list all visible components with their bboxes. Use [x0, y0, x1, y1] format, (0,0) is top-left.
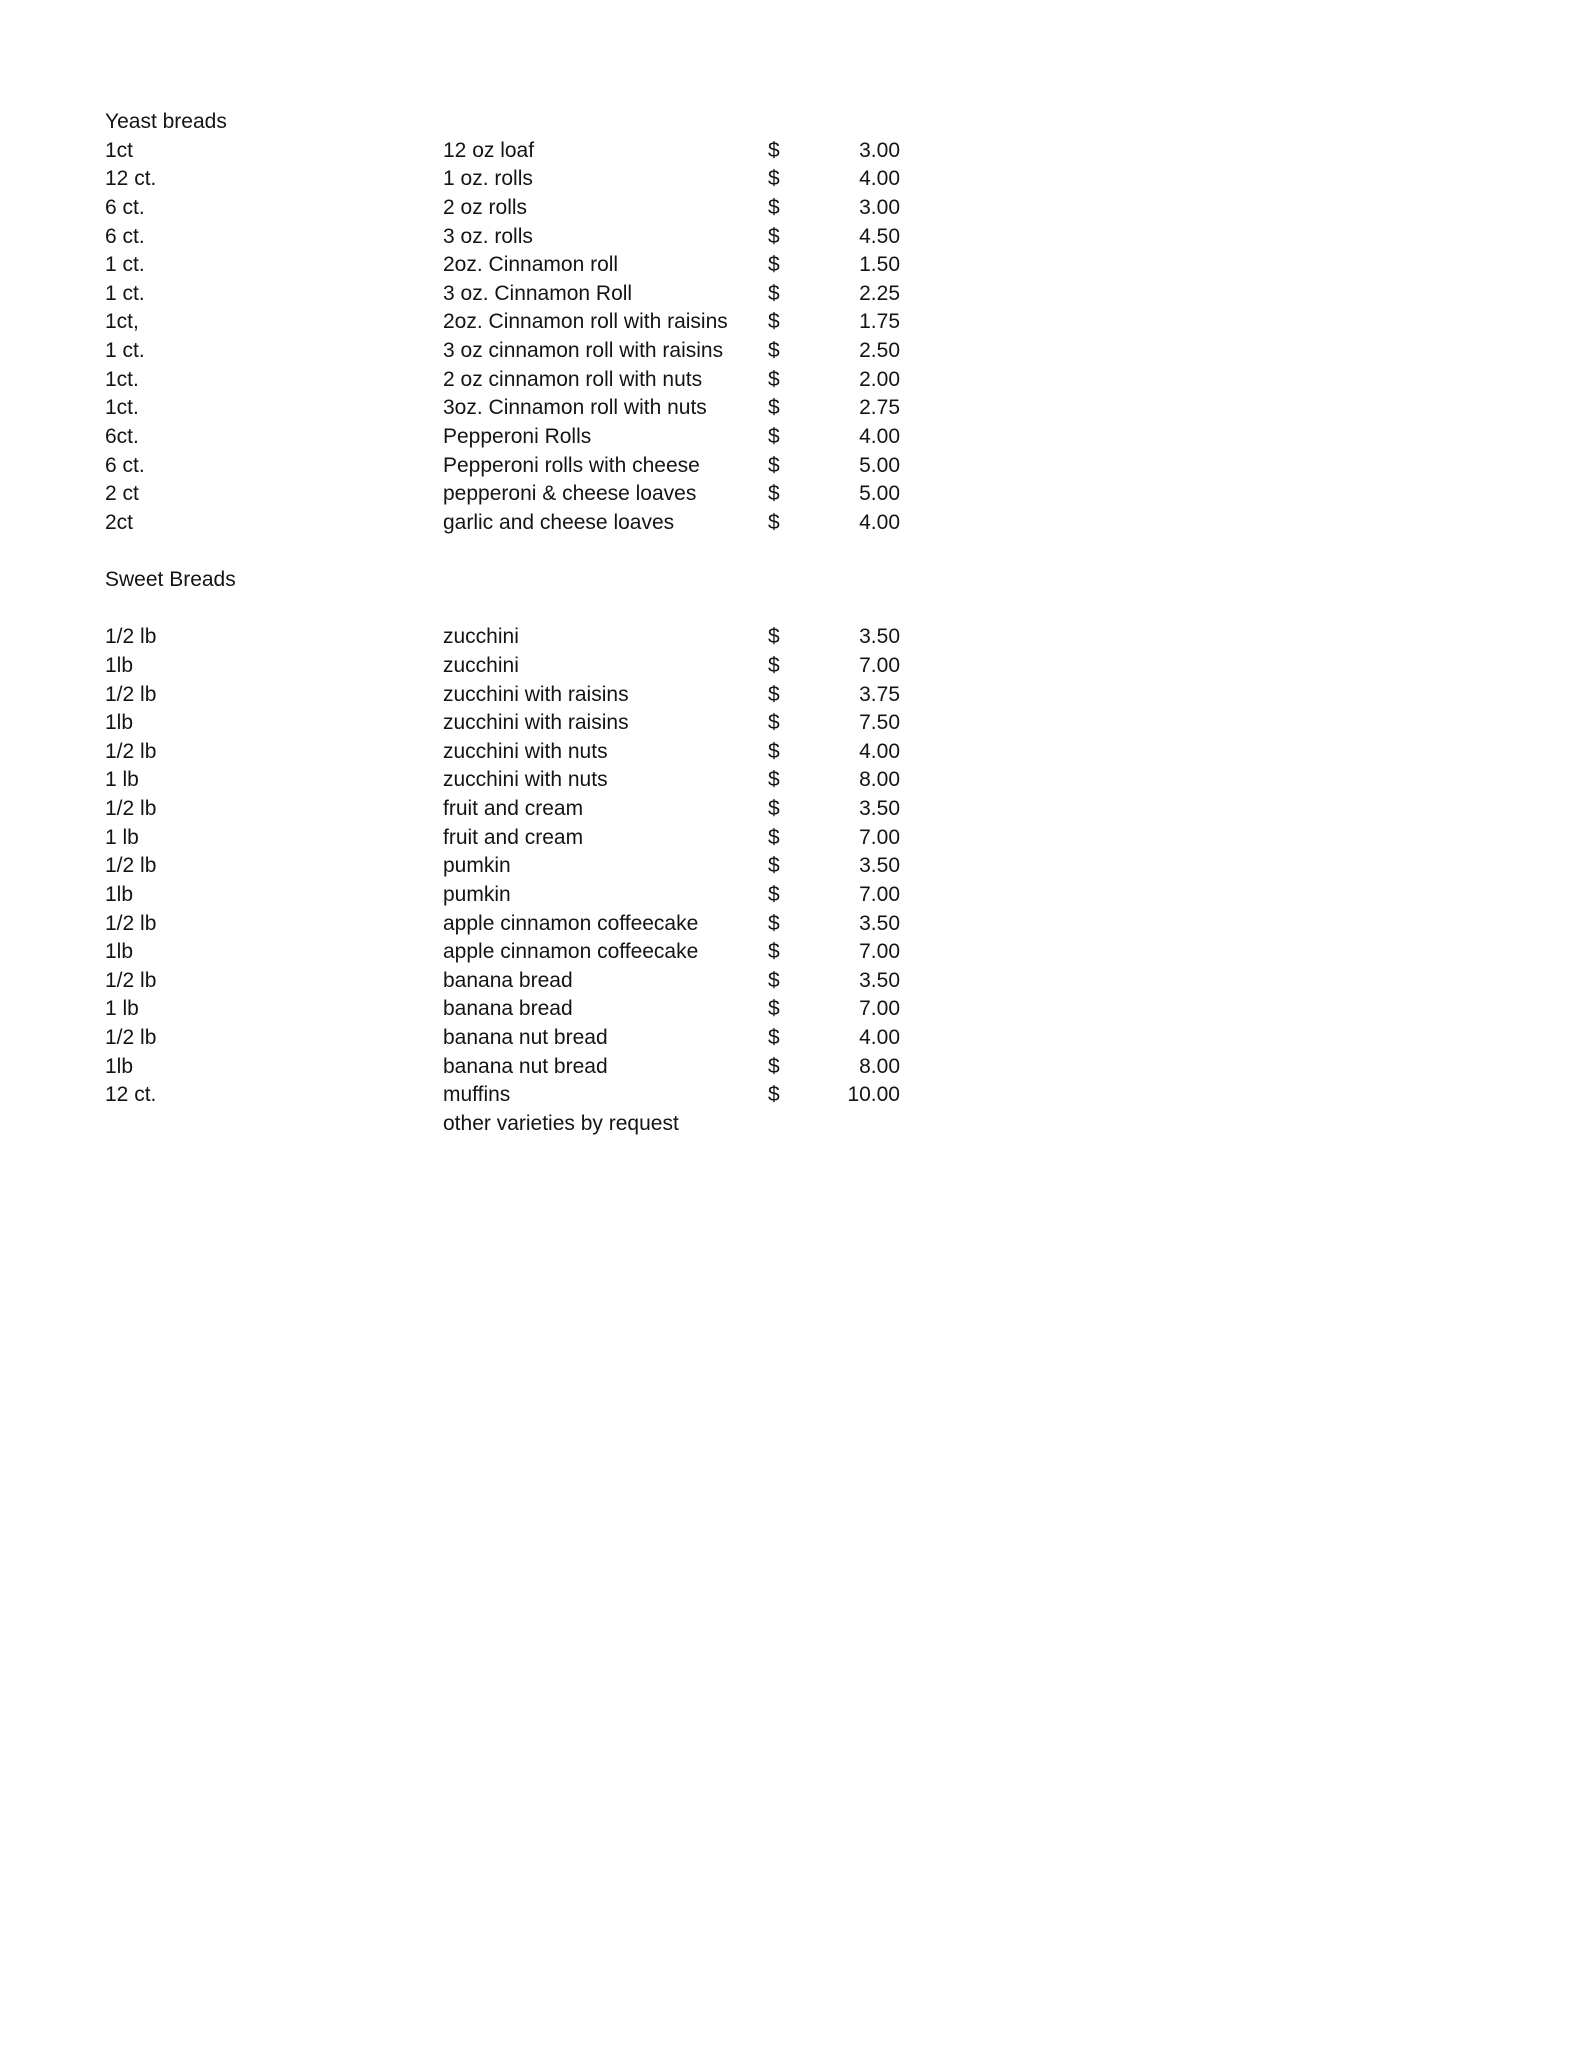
- price-cell: [813, 1110, 900, 1139]
- qty-cell: 1 ct.: [105, 281, 145, 305]
- currency-cell: $: [768, 482, 780, 506]
- qty-cell: 6 ct.: [105, 453, 145, 477]
- price-cell: 3.00: [859, 195, 900, 219]
- price-cell: 5.00: [859, 482, 900, 506]
- price-cell: 3.50: [859, 911, 900, 935]
- price-row: [105, 824, 1582, 853]
- item-cell: apple cinnamon coffeecake: [443, 911, 699, 935]
- item-cell: Pepperoni rolls with cheese: [443, 453, 700, 477]
- qty-cell: 1 lb: [105, 768, 139, 792]
- qty-cell: 1lb: [105, 711, 134, 735]
- currency-cell: $: [768, 453, 780, 477]
- currency-cell: $: [768, 424, 780, 448]
- currency-cell: $: [768, 310, 780, 334]
- price-cell: 2.25: [859, 281, 900, 305]
- currency-cell: $: [768, 224, 780, 248]
- price-cell: 2.00: [859, 367, 900, 391]
- price-cell: 3.50: [859, 968, 900, 992]
- price-row: [105, 366, 1582, 395]
- qty-cell: 1ct,: [105, 310, 139, 334]
- price-cell: 1.50: [859, 253, 900, 277]
- price-cell: 8.00: [859, 1054, 900, 1078]
- qty-cell: 1 ct.: [105, 339, 145, 362]
- price-cell: 10.00: [847, 1083, 900, 1107]
- item-cell: fruit and cream: [443, 797, 584, 820]
- qty-cell: 12 ct.: [105, 1083, 157, 1107]
- item-cell: zucchini with raisins: [443, 682, 629, 706]
- price-row: [105, 938, 1582, 967]
- currency-cell: $: [768, 968, 780, 992]
- price-cell: 7.00: [859, 882, 900, 906]
- item-cell: zucchini with nuts: [443, 768, 608, 792]
- price-cell: 4.00: [859, 167, 900, 191]
- footer-note: other varieties by request: [443, 1111, 679, 1135]
- title-gap: [105, 595, 1582, 624]
- price-cell: 2.50: [859, 339, 900, 362]
- price-cell: 7.00: [859, 940, 900, 964]
- price-row: [105, 1024, 1582, 1053]
- qty-cell: 2ct: [105, 510, 134, 534]
- item-cell: pumkin: [443, 854, 511, 878]
- price-row: [105, 452, 1582, 481]
- item-cell: 3oz. Cinnamon roll with nuts: [443, 396, 707, 420]
- currency-cell: $: [768, 797, 780, 820]
- currency-cell: $: [768, 1083, 780, 1107]
- qty-cell: 6ct.: [105, 424, 139, 448]
- item-cell: banana bread: [443, 968, 573, 992]
- price-cell: 3.50: [859, 797, 900, 820]
- price-cell: 1.75: [859, 310, 900, 334]
- item-cell: 3 oz cinnamon roll with raisins: [443, 339, 724, 362]
- price-row: [105, 795, 1582, 824]
- price-cell: 4.00: [859, 739, 900, 763]
- qty-cell: 1 ct.: [105, 253, 145, 277]
- price-cell: 2.75: [859, 396, 900, 420]
- price-cell: 7.50: [859, 711, 900, 735]
- currency-cell: $: [768, 138, 780, 162]
- item-cell: pumkin: [443, 882, 511, 906]
- yeast-breads-rows: [105, 137, 1582, 538]
- price-cell: 4.00: [859, 510, 900, 534]
- item-cell: banana nut bread: [443, 1054, 608, 1078]
- qty-cell: 1lb: [105, 882, 134, 906]
- price-row: [105, 652, 1582, 681]
- currency-cell: $: [768, 253, 780, 277]
- price-row: [105, 137, 1582, 166]
- price-row: [105, 681, 1582, 710]
- price-row: [105, 995, 1582, 1024]
- currency-cell: $: [768, 768, 780, 792]
- item-cell: 2 oz rolls: [443, 195, 528, 219]
- price-row: [105, 423, 1582, 452]
- qty-cell: 6 ct.: [105, 195, 145, 219]
- qty-cell: 1/2 lb: [105, 1026, 157, 1049]
- qty-cell: 2 ct: [105, 482, 139, 506]
- price-cell: 7.00: [859, 825, 900, 849]
- item-cell: 2oz. Cinnamon roll: [443, 253, 619, 277]
- item-cell: zucchini: [443, 653, 519, 677]
- currency-cell: $: [768, 711, 780, 735]
- price-row: [105, 394, 1582, 423]
- qty-cell: 1/2 lb: [105, 682, 157, 706]
- item-cell: zucchini: [443, 625, 519, 649]
- currency-cell: $: [768, 625, 780, 649]
- price-row: [105, 223, 1582, 252]
- qty-cell: 1/2 lb: [105, 739, 157, 763]
- qty-cell: 6 ct.: [105, 224, 145, 248]
- price-row: [105, 910, 1582, 939]
- price-cell: 4.50: [859, 224, 900, 248]
- qty-cell: 12 ct.: [105, 167, 157, 191]
- section-title-yeast-breads: Yeast breads: [105, 110, 227, 133]
- price-row: [105, 738, 1582, 767]
- item-cell: zucchini with raisins: [443, 711, 629, 735]
- currency-cell: $: [768, 167, 780, 191]
- price-row: [105, 709, 1582, 738]
- price-cell: 5.00: [859, 453, 900, 477]
- price-row: [105, 623, 1582, 652]
- item-cell: fruit and cream: [443, 825, 584, 849]
- qty-cell: 1lb: [105, 940, 134, 964]
- item-cell: 2oz. Cinnamon roll with raisins: [443, 310, 728, 334]
- section-sweet-breads: [105, 566, 1582, 1139]
- currency-cell: $: [768, 281, 780, 305]
- currency-cell: $: [768, 653, 780, 677]
- currency-cell: $: [768, 682, 780, 706]
- qty-cell: 1/2 lb: [105, 625, 157, 649]
- price-cell: 8.00: [859, 768, 900, 792]
- qty-cell: 1 lb: [105, 997, 139, 1021]
- currency-cell: $: [768, 882, 780, 906]
- currency-cell: $: [768, 825, 780, 849]
- item-cell: garlic and cheese loaves: [443, 510, 675, 534]
- currency-cell: $: [768, 997, 780, 1021]
- price-cell: 7.00: [859, 997, 900, 1021]
- currency-cell: $: [768, 195, 780, 219]
- currency-cell: $: [768, 1054, 780, 1078]
- price-cell: 4.00: [859, 424, 900, 448]
- qty-cell: 1lb: [105, 653, 134, 677]
- price-row: [105, 852, 1582, 881]
- price-cell: 4.00: [859, 1026, 900, 1049]
- item-cell: apple cinnamon coffeecake: [443, 940, 699, 964]
- price-row: [105, 967, 1582, 996]
- section-yeast-breads: [105, 108, 1582, 537]
- price-cell: 7.00: [859, 653, 900, 677]
- currency-cell: [768, 1110, 813, 1139]
- item-cell: muffins: [443, 1083, 511, 1107]
- qty-cell: 1 lb: [105, 825, 139, 849]
- price-row: [105, 251, 1582, 280]
- item-cell: 3 oz. Cinnamon Roll: [443, 281, 633, 305]
- currency-cell: $: [768, 367, 780, 391]
- item-cell: 3 oz. rolls: [443, 224, 533, 248]
- price-cell: 3.00: [859, 138, 900, 162]
- item-cell: 1 oz. rolls: [443, 167, 533, 191]
- item-cell: banana bread: [443, 997, 573, 1021]
- qty-cell: 1/2 lb: [105, 911, 157, 935]
- price-row: [105, 1053, 1582, 1082]
- price-row: [105, 280, 1582, 309]
- item-cell: 12 oz loaf: [443, 138, 535, 162]
- price-row: [105, 308, 1582, 337]
- currency-cell: $: [768, 510, 780, 534]
- item-cell: zucchini with nuts: [443, 739, 608, 763]
- item-cell: Pepperoni Rolls: [443, 424, 592, 448]
- price-row: [105, 766, 1582, 795]
- price-row: [105, 480, 1582, 509]
- section-gap: [105, 537, 1582, 566]
- qty-cell: [105, 1110, 443, 1139]
- currency-cell: $: [768, 854, 780, 878]
- section-title-sweet-breads: Sweet Breads: [105, 568, 236, 591]
- price-row: [105, 337, 1582, 366]
- item-cell: banana nut bread: [443, 1026, 608, 1049]
- sweet-breads-rows: [105, 623, 1582, 1110]
- item-cell: 2 oz cinnamon roll with nuts: [443, 367, 703, 391]
- currency-cell: $: [768, 396, 780, 420]
- currency-cell: $: [768, 339, 780, 362]
- qty-cell: 1lb: [105, 1054, 134, 1078]
- qty-cell: 1ct.: [105, 396, 139, 420]
- price-cell: 3.50: [859, 854, 900, 878]
- price-row: [105, 509, 1582, 538]
- price-cell: 3.50: [859, 625, 900, 649]
- qty-cell: 1ct: [105, 138, 134, 162]
- qty-cell: 1/2 lb: [105, 968, 157, 992]
- qty-cell: 1ct.: [105, 367, 139, 391]
- currency-cell: $: [768, 911, 780, 935]
- currency-cell: $: [768, 1026, 780, 1049]
- price-row: [105, 881, 1582, 910]
- price-cell: 3.75: [859, 682, 900, 706]
- item-cell: pepperoni & cheese loaves: [443, 482, 697, 506]
- price-row: [105, 1081, 1582, 1110]
- qty-cell: 1/2 lb: [105, 854, 157, 878]
- currency-cell: $: [768, 940, 780, 964]
- footer-row: [105, 1110, 1582, 1139]
- price-row: [105, 194, 1582, 223]
- qty-cell: 1/2 lb: [105, 797, 157, 820]
- price-row: [105, 165, 1582, 194]
- currency-cell: $: [768, 739, 780, 763]
